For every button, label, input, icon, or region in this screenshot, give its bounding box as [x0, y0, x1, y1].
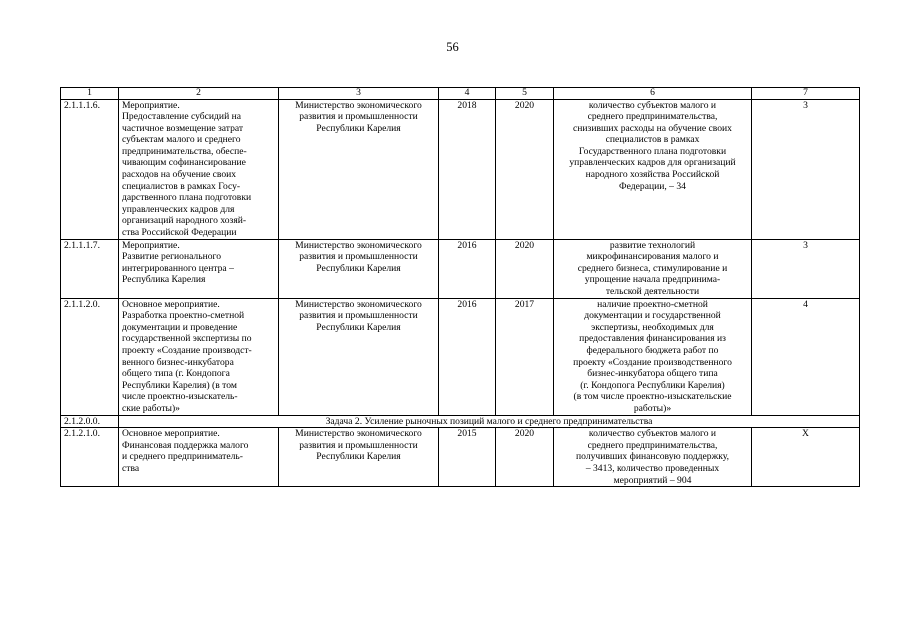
- cell-line: Министерство экономического: [295, 428, 422, 440]
- cell-line: тельской деятельности: [605, 286, 700, 297]
- cell-line: микрофинансирования малого и: [586, 251, 719, 263]
- table-row: [61, 239, 860, 298]
- cell-line: упрощение начала предпринима-: [584, 274, 721, 286]
- cell-line: Республика Карелия: [122, 274, 206, 286]
- cell-line: среднего предпринимательства,: [587, 111, 718, 123]
- table-row: [61, 99, 860, 239]
- row-start-year: 2015: [439, 428, 496, 487]
- cell-line: Министерство экономического: [295, 99, 422, 111]
- row-end-year: 2017: [496, 298, 554, 415]
- cell-line: (в том числе проектно-изыскательские: [573, 391, 732, 403]
- cell-line: развитие технологий: [609, 239, 696, 251]
- cell-line: снизивших расходы на обучение своих: [573, 122, 732, 134]
- cell-line: развития и промышленности: [299, 251, 418, 263]
- table-row: [61, 298, 860, 415]
- row-link: X: [752, 428, 860, 487]
- row-code: 2.1.1.1.6.: [61, 99, 119, 239]
- row-code: 2.1.1.1.7.: [61, 239, 119, 298]
- cell-line: специалистов в рамках: [605, 134, 700, 146]
- program-table: [60, 87, 860, 487]
- cell-line: государственной экспертизы по: [122, 333, 252, 345]
- cell-line: частичное возмещение затрат: [122, 122, 244, 134]
- cell-line: Республики Карелия: [316, 122, 401, 134]
- header-row: [61, 88, 860, 100]
- cell-line: документации и проведение: [122, 321, 238, 333]
- cell-line: дарственного плана подготовки: [122, 192, 252, 204]
- cell-line: (г. Кондопога Республики Карелия): [580, 379, 725, 391]
- cell-line: управленческих кадров для: [122, 203, 235, 215]
- cell-line: Развитие регионального: [122, 251, 222, 263]
- cell-line: расходов на обучение своих: [122, 169, 237, 181]
- cell-line: – 3413, количество проведенных: [585, 462, 720, 474]
- cell-line: управленческих кадров для организаций: [569, 157, 736, 169]
- cell-line: народного хозяйства Российской: [585, 169, 720, 181]
- cell-line: числе проектно-изыскатель-: [122, 391, 238, 403]
- row-event: [119, 298, 279, 415]
- cell-line: Министерство экономического: [295, 298, 422, 310]
- header-cell: 7: [752, 88, 860, 100]
- row-indicator: [554, 298, 752, 415]
- cell-line: проекту «Создание производственного: [573, 356, 732, 368]
- row-event: [119, 239, 279, 298]
- cell-line: ства Российской Федерации: [122, 227, 237, 239]
- cell-line: Республики Карелия: [316, 451, 401, 463]
- cell-line: развития и промышленности: [299, 439, 418, 451]
- cell-line: Мероприятие.: [122, 239, 180, 251]
- cell-line: ские работы)»: [122, 402, 180, 414]
- row-executor: [279, 428, 439, 487]
- row-end-year: 2020: [496, 99, 554, 239]
- cell-line: Финансовая поддержка малого: [122, 439, 249, 451]
- header-cell: 6: [554, 88, 752, 100]
- cell-line: специалистов в рамках Госу-: [122, 180, 241, 192]
- cell-line: предоставления финансирования из: [579, 333, 726, 345]
- row-indicator: [554, 239, 752, 298]
- cell-line: интегрированного центра –: [122, 262, 234, 274]
- page-number: 56: [446, 40, 459, 54]
- row-code: 2.1.1.2.0.: [61, 298, 119, 415]
- cell-line: среднего предпринимательства,: [587, 439, 718, 451]
- cell-line: Республики Карелия: [316, 262, 401, 274]
- task-code: 2.1.2.0.0.: [61, 415, 119, 428]
- task-title: Задача 2. Усиление рыночных позиций малого и среднего предпринимательства: [119, 415, 860, 428]
- cell-line: развития и промышленности: [299, 111, 418, 123]
- row-code: 2.1.2.1.0.: [61, 428, 119, 487]
- cell-line: Разработка проектно-сметной: [122, 310, 245, 322]
- row-executor: [279, 298, 439, 415]
- cell-line: Республики Карелия) (в том: [122, 379, 237, 391]
- cell-line: наличие проектно-сметной: [597, 298, 708, 310]
- row-executor: [279, 239, 439, 298]
- row-link: 4: [752, 298, 860, 415]
- header-cell: 5: [496, 88, 554, 100]
- table-row: [61, 428, 860, 487]
- row-link: 3: [752, 239, 860, 298]
- cell-line: Федерации, – 34: [619, 180, 686, 192]
- cell-line: Министерство экономического: [295, 239, 422, 251]
- header-cell: 1: [61, 88, 119, 100]
- cell-line: общего типа (г. Кондопога: [122, 368, 230, 380]
- cell-line: развития и промышленности: [299, 310, 418, 322]
- cell-line: количество субъектов малого и: [588, 99, 717, 111]
- header-cell: 2: [119, 88, 279, 100]
- row-event: [119, 99, 279, 239]
- cell-line: федерального бюджета работ по: [586, 344, 719, 356]
- cell-line: проекту «Создание производст-: [122, 344, 252, 356]
- cell-line: Республики Карелия: [316, 321, 401, 333]
- cell-line: экспертизы, необходимых для: [591, 321, 714, 333]
- cell-line: получивших финансовую поддержку,: [576, 451, 729, 463]
- cell-line: венного бизнес-инкубатора: [122, 356, 234, 368]
- row-start-year: 2016: [439, 298, 496, 415]
- row-start-year: 2018: [439, 99, 496, 239]
- task-row: [61, 415, 860, 428]
- header-cell: 4: [439, 88, 496, 100]
- cell-line: Государственного плана подготовки: [578, 145, 727, 157]
- cell-line: ства: [122, 462, 140, 474]
- cell-line: организаций народного хозяй-: [122, 215, 247, 227]
- cell-line: чивающим софинансирование: [122, 157, 246, 169]
- row-end-year: 2020: [496, 428, 554, 487]
- cell-line: бизнес-инкубатора общего типа: [587, 368, 718, 380]
- cell-line: мероприятий – 904: [613, 474, 692, 486]
- row-end-year: 2020: [496, 239, 554, 298]
- row-indicator: [554, 428, 752, 487]
- cell-line: Мероприятие.: [122, 99, 180, 111]
- cell-line: документации и государственной: [584, 310, 721, 322]
- cell-line: количество субъектов малого и: [588, 428, 717, 440]
- cell-line: и среднего предприниматель-: [122, 451, 243, 463]
- row-executor: [279, 99, 439, 239]
- row-start-year: 2016: [439, 239, 496, 298]
- cell-line: работы)»: [633, 402, 672, 414]
- cell-line: Основное мероприятие.: [122, 428, 220, 440]
- cell-line: Основное мероприятие.: [122, 298, 220, 310]
- row-link: 3: [752, 99, 860, 239]
- cell-line: субъектам малого и среднего: [122, 134, 241, 146]
- cell-line: среднего бизнеса, стимулирование и: [577, 262, 728, 274]
- header-cell: 3: [279, 88, 439, 100]
- cell-line: предпринимательства, обеспе-: [122, 145, 247, 157]
- row-indicator: [554, 99, 752, 239]
- cell-line: Предоставление субсидий на: [122, 111, 241, 123]
- row-event: [119, 428, 279, 487]
